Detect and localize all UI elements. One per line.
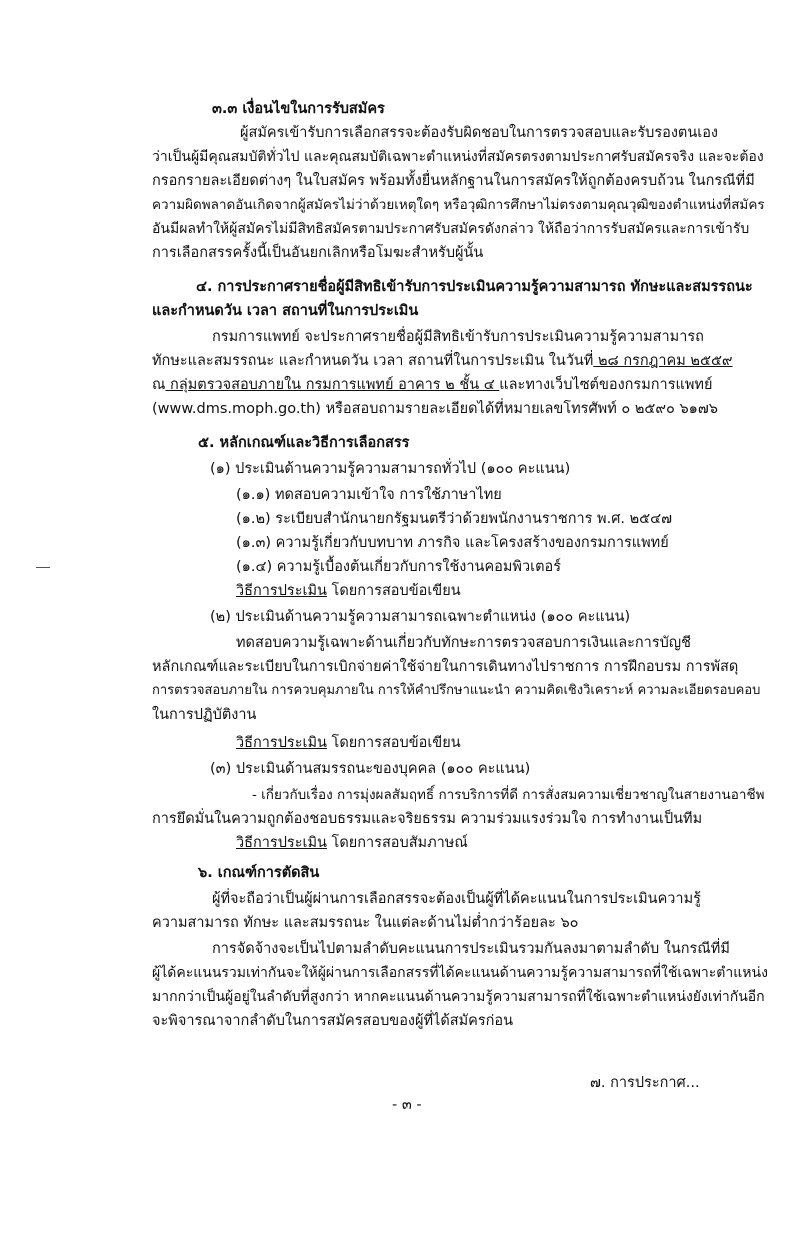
section-4-heading-cont: และกำหนดวัน เวลา สถานที่ในการประเมิน — [152, 303, 419, 319]
section-4-contact-line: (www.dms.moph.go.th) หรือสอบถามรายละเอียดได้ที่หมายเลขโทรศัพท์ ๐ ๒๕๙๐ ๖๑๗๖ — [152, 401, 718, 417]
section-4-line — [152, 350, 733, 372]
section-4-heading: ๔. การประกาศรายชื่อผู้มีสิทธิเข้ารับการประเมินความรู้ความสามารถ ทักษะและสมรรถนะ — [196, 279, 753, 295]
section-6-heading: ๖. เกณฑ์การตัดสิน — [198, 865, 320, 881]
evaluation-method-value: โดยการสอบสัมภาษณ์ — [326, 835, 468, 851]
criteria-item-2: (๒) ประเมินด้านความรู้ความสามารถเฉพาะตำแหน่ง (๑๐๐ คะแนน) — [210, 609, 631, 625]
next-page-continuation: ๗. การประกาศ... — [590, 1075, 700, 1091]
section-3-3-line: ว่าเป็นผู้มีคุณสมบัติทั่วไป และคุณสมบัติเฉพาะตำแหน่งที่สมัครตรงตามประกาศรับสมัครจริง และจะต้อง — [152, 149, 764, 165]
section-4-line — [152, 374, 712, 396]
evaluation-method-value: โดยการสอบข้อเขียน — [326, 735, 461, 751]
criteria-subitem: (๑.๒) ระเบียบสำนักนายกรัฐมนตรีว่าด้วยพนักงานราชการ พ.ศ. ๒๕๔๗ — [236, 511, 673, 527]
section-6-line: การจัดจ้างจะเป็นไปตามลำดับคะแนนการประเมินรวมกันลงมาตามลำดับ ในกรณีที่มี — [212, 941, 730, 957]
section-3-3-line: อันมีผลทำให้ผู้สมัครไม่มีสิทธิสมัครตามประกาศรับสมัครดังกล่าว ให้ถือว่าการรับสมัครและการเข้ารับ — [152, 221, 750, 237]
section-4-line-rest: และทางเว็บไซต์ของกรมการแพทย์ — [499, 377, 713, 393]
section-3-3-line: การเลือกสรรครั้งนี้เป็นอันยกเลิกหรือโมฆะสำหรับผู้นั้น — [152, 245, 484, 261]
section-3-3-line: กรอกรายละเอียดต่างๆ ในใบสมัคร พร้อมทั้งยื่นหลักฐานในการสมัครให้ถูกต้องครบถ้วน ในกรณีที่มี — [152, 173, 755, 189]
criteria-item-2-line: การตรวจสอบภายใน การควบคุมภายใน การให้คำปรึกษาแนะนำ ความคิดเชิงวิเคราะห์ ความละเอียดรอบคอบ — [152, 683, 761, 698]
scan-mark — [36, 567, 50, 568]
section-5-heading: ๕. หลักเกณฑ์และวิธีการเลือกสรร — [198, 435, 410, 451]
criteria-item-2-line: ทดสอบความรู้เฉพาะด้านเกี่ยวกับทักษะการตรวจสอบการเงินและการบัญชี — [236, 635, 692, 651]
evaluation-method — [236, 832, 468, 854]
evaluation-method-label: วิธีการประเมิน — [236, 735, 327, 751]
section-6-line: ความสามารถ ทักษะ และสมรรถนะ ในแต่ละด้านไม่ต่ำกว่าร้อยละ ๖๐ — [152, 915, 579, 931]
section-4-line: กรมการแพทย์ จะประกาศรายชื่อผู้มีสิทธิเข้ารับการประเมินความรู้ความสามารถ — [212, 329, 704, 345]
criteria-item-1: (๑) ประเมินด้านความรู้ความสามารถทั่วไป (๑๐๐ คะแนน) — [210, 461, 571, 477]
criteria-item-3-line: - เกี่ยวกับเรื่อง การมุ่งผลสัมฤทธิ์ การบริการที่ดี การสั่งสมความเชี่ยวชาญในสายงานอาชีพ — [252, 787, 765, 803]
section-6-line: ผู้ที่จะถือว่าเป็นผู้ผ่านการเลือกสรรจะต้องเป็นผู้ที่ได้คะแนนในการประเมินความรู้ — [212, 891, 701, 907]
section-3-3-line: ความผิดพลาดอันเกิดจากผู้สมัครไม่ว่าด้วยเหตุใดๆ หรือวุฒิการศึกษาไม่ตรงตามคุณวุฒิของตำแหน่งที่สมัคร — [152, 197, 765, 213]
section-3-3-heading: ๓.๓ เงื่อนไขในการรับสมัคร — [212, 101, 385, 117]
page-number: - ๓ - — [392, 1097, 422, 1113]
section-3-3-line: ผู้สมัครเข้ารับการเลือกสรรจะต้องรับผิดชอบในการตรวจสอบและรับรองตนเอง — [240, 125, 718, 141]
evaluation-method-label: วิธีการประเมิน — [236, 835, 327, 851]
evaluation-method-value: โดยการสอบข้อเขียน — [326, 583, 461, 599]
evaluation-method-label: วิธีการประเมิน — [236, 583, 327, 599]
criteria-item-2-line: หลักเกณฑ์และระเบียบในการเบิกจ่ายค่าใช้จ่ายในการเดินทางไปราชการ การฝึกอบรม การพัสดุ — [152, 659, 739, 675]
criteria-subitem: (๑.๑) ทดสอบความเข้าใจ การใช้ภาษาไทย — [236, 487, 502, 503]
announcement-place: กลุ่มตรวจสอบภายใน กรมการแพทย์ อาคาร ๒ ชั้น ๔ — [165, 377, 500, 393]
section-6-line: จะพิจารณาจากลำดับในการสมัครสอบของผู้ที่ได้สมัครก่อน — [152, 1013, 514, 1029]
criteria-item-3: (๓) ประเมินด้านสมรรถนะของบุคคล (๑๐๐ คะแนน) — [210, 761, 531, 777]
criteria-subitem: (๑.๔) ความรู้เบื้องต้นเกี่ยวกับการใช้งานคอมพิวเตอร์ — [236, 559, 561, 575]
section-6-line: มากกว่าเป็นผู้อยู่ในลำดับที่สูงกว่า หากคะแนนด้านความรู้ความสามารถที่ใช้เฉพาะตำแหน่งยังเท่ากันอีก — [152, 989, 765, 1005]
evaluation-method — [236, 580, 461, 602]
section-6-line: ผู้ได้คะแนนรวมเท่ากันจะให้ผู้ผ่านการเลือกสรรที่ได้คะแนนด้านความรู้ความสามารถที่ใช้เฉพาะตำแหน่ง — [152, 965, 768, 981]
section-4-line-prefix: ณ — [152, 377, 166, 393]
criteria-item-2-line: ในการปฏิบัติงาน — [152, 707, 257, 723]
evaluation-method — [236, 732, 461, 754]
criteria-subitem: (๑.๓) ความรู้เกี่ยวกับบทบาท ภารกิจ และโครงสร้างของกรมการแพทย์ — [236, 535, 669, 551]
announcement-date: ๒๘ กรกฎาคม ๒๕๕๙ — [593, 353, 733, 369]
criteria-item-3-line: การยึดมั่นในความถูกต้องชอบธรรมและจริยธรรม ความร่วมแรงร่วมใจ การทำงานเป็นทีม — [152, 811, 703, 827]
section-4-line-text: ทักษะและสมรรถนะ และกำหนดวัน เวลา สถานที่ในการประเมิน ในวันที่ — [152, 353, 594, 369]
